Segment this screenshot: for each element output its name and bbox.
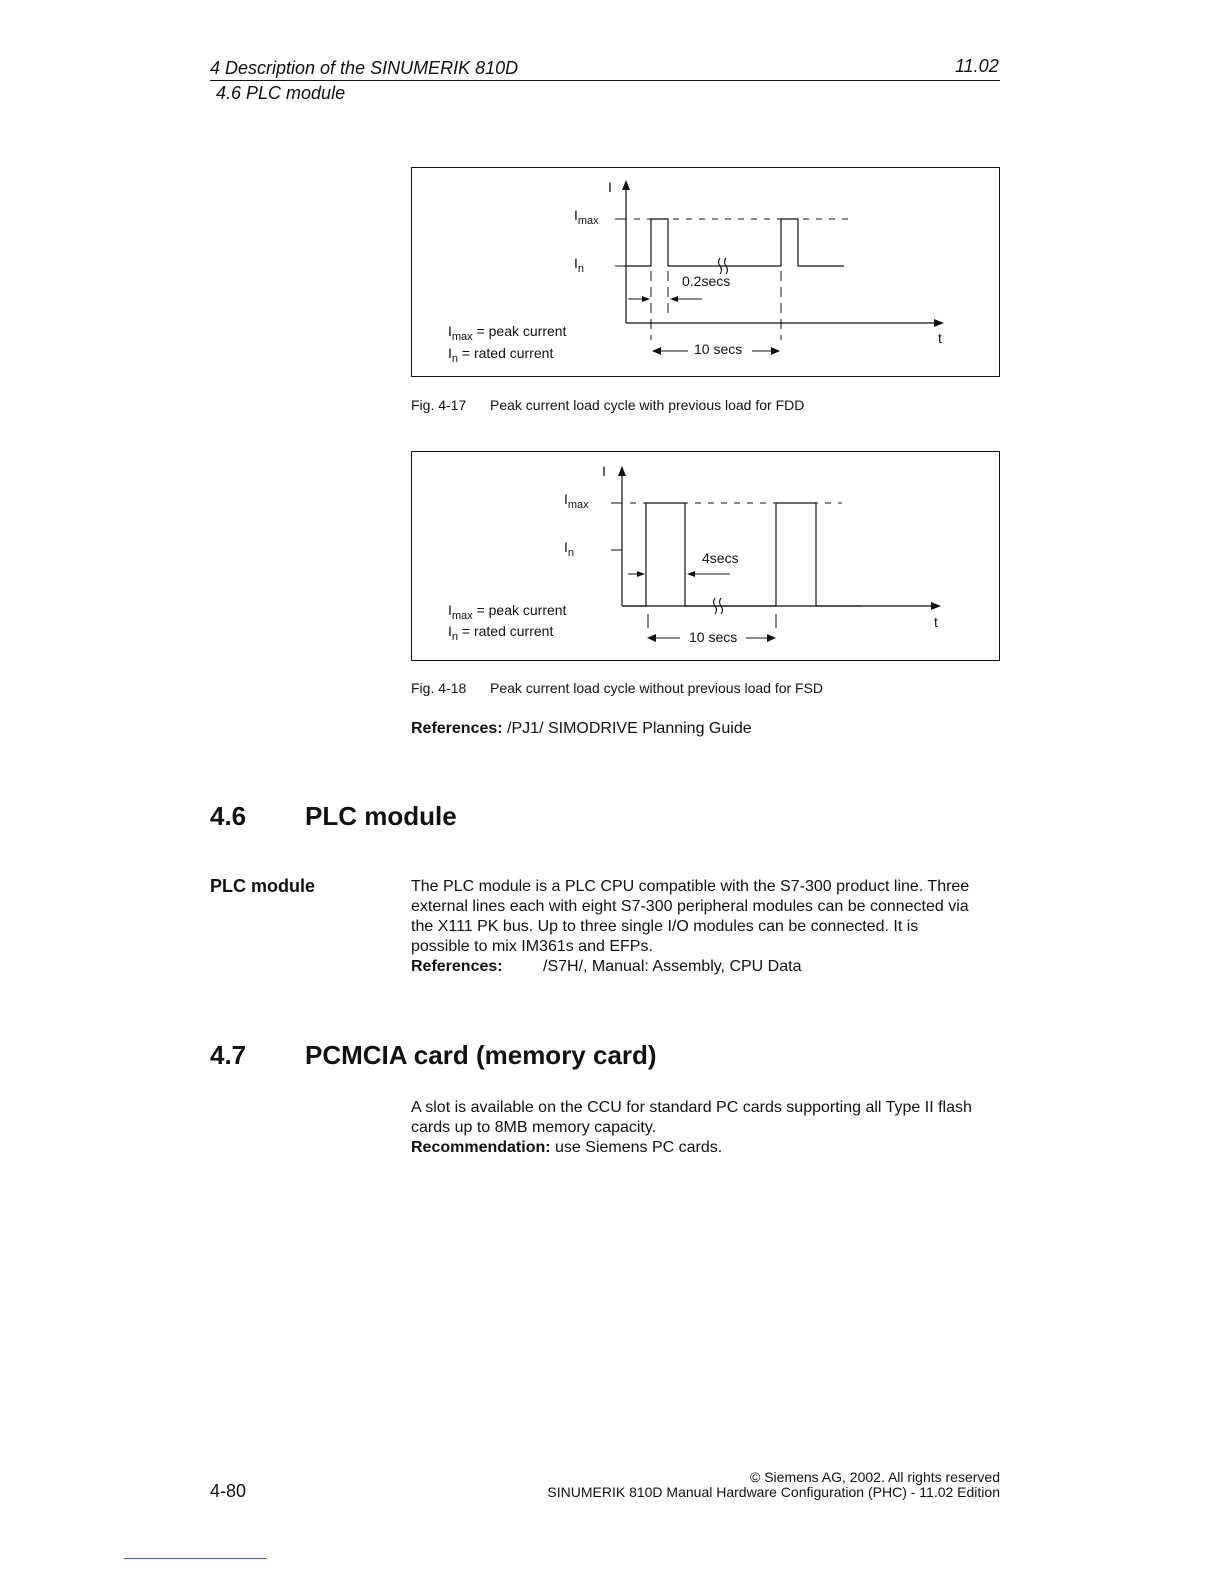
x-axis-label: t: [934, 614, 938, 630]
current-waveform: [622, 503, 862, 606]
legend-rated: $I_n$ = rated current: [448, 623, 554, 643]
section-4-7-number: 4.7: [210, 1040, 247, 1070]
link-underline: [124, 1558, 267, 1559]
footer-title: SINUMERIK 810D Manual Hardware Configuration (PHC) - 11.02 Edition: [547, 1484, 1000, 1500]
figure-4-18-caption-number: Fig. 4-18: [411, 680, 467, 696]
footer-copyright: © Siemens AG, 2002. All rights reserved: [750, 1469, 1000, 1485]
figure-4-18: [411, 451, 1000, 661]
pulse-label: 0.2secs: [682, 273, 731, 289]
header-section: 4.6 PLC module: [216, 83, 346, 103]
in-label: $I_n$: [564, 539, 575, 559]
header-edition: 11.02: [955, 56, 999, 76]
figure-4-17-diagram: [412, 168, 999, 376]
side-heading-plc-module: PLC module: [210, 876, 316, 896]
recommendation-label: Recommendation:: [411, 1139, 551, 1156]
section-4-6-title: PLC module: [305, 801, 457, 831]
period-label: 10 secs: [689, 629, 738, 645]
figure-4-17: [411, 167, 1000, 377]
in-label: $I_n$: [574, 255, 585, 275]
header-chapter: 4 Description of the SINUMERIK 810D: [210, 58, 519, 78]
current-waveform: [626, 219, 844, 266]
figure-4-18-caption: Peak current load cycle without previous load for FSD: [490, 680, 824, 696]
period-label: 10 secs: [694, 341, 743, 357]
recommendation-text: use Siemens PC cards.: [550, 1139, 723, 1156]
references-line: [411, 957, 1011, 977]
paragraph-line: cards up to 8MB memory capacity.: [411, 1119, 657, 1136]
y-axis-arrow: [618, 466, 626, 476]
imax-label: $I_{max}$: [564, 491, 589, 511]
y-axis-label: I: [602, 463, 606, 479]
section-4-6-number: 4.6: [210, 801, 247, 831]
plc-module-paragraph: [411, 877, 1011, 977]
paragraph-line: The PLC module is a PLC CPU compatible with the S7-300 product line. Three: [411, 878, 970, 895]
paragraph-line: A slot is available on the CCU for standard PC cards supporting all Type II flash: [411, 1099, 972, 1116]
figure-4-17-caption: Peak current load cycle with previous load for FDD: [490, 397, 805, 413]
figure-4-17-caption-number: Fig. 4-17: [411, 397, 467, 413]
legend-rated: $I_n$ = rated current: [448, 345, 554, 365]
references-label: References:: [411, 958, 503, 975]
page-number: 4-80: [210, 1481, 247, 1501]
x-axis-arrow: [934, 319, 944, 327]
figure-4-18-diagram: [412, 452, 999, 660]
x-axis-label: t: [938, 330, 942, 346]
paragraph-line: the X111 PK bus. Up to three single I/O modules can be connected. It is: [411, 918, 919, 935]
pcmcia-paragraph: [411, 1098, 1011, 1158]
references-planning-guide: [411, 719, 752, 739]
y-axis-label: I: [608, 179, 612, 195]
references-text: /S7H/, Manual: Assembly, CPU Data: [543, 958, 802, 975]
legend-peak: $I_{max}$ = peak current: [448, 602, 567, 622]
x-axis-arrow: [931, 602, 941, 610]
references-label: References:: [411, 720, 503, 737]
legend-peak: $I_{max}$ = peak current: [448, 323, 567, 343]
header-rule: [210, 80, 1000, 81]
paragraph-line: external lines each with eight S7-300 peripheral modules can be connected via: [411, 898, 969, 915]
pulse-label: 4secs: [702, 550, 739, 566]
y-axis-arrow: [622, 180, 630, 190]
paragraph-line: possible to mix IM361s and EFPs.: [411, 938, 653, 955]
imax-label: $I_{max}$: [574, 207, 599, 227]
references-text: /PJ1/ SIMODRIVE Planning Guide: [502, 720, 752, 737]
section-4-7-title: PCMCIA card (memory card): [305, 1040, 657, 1070]
recommendation-line: [411, 1138, 1011, 1158]
